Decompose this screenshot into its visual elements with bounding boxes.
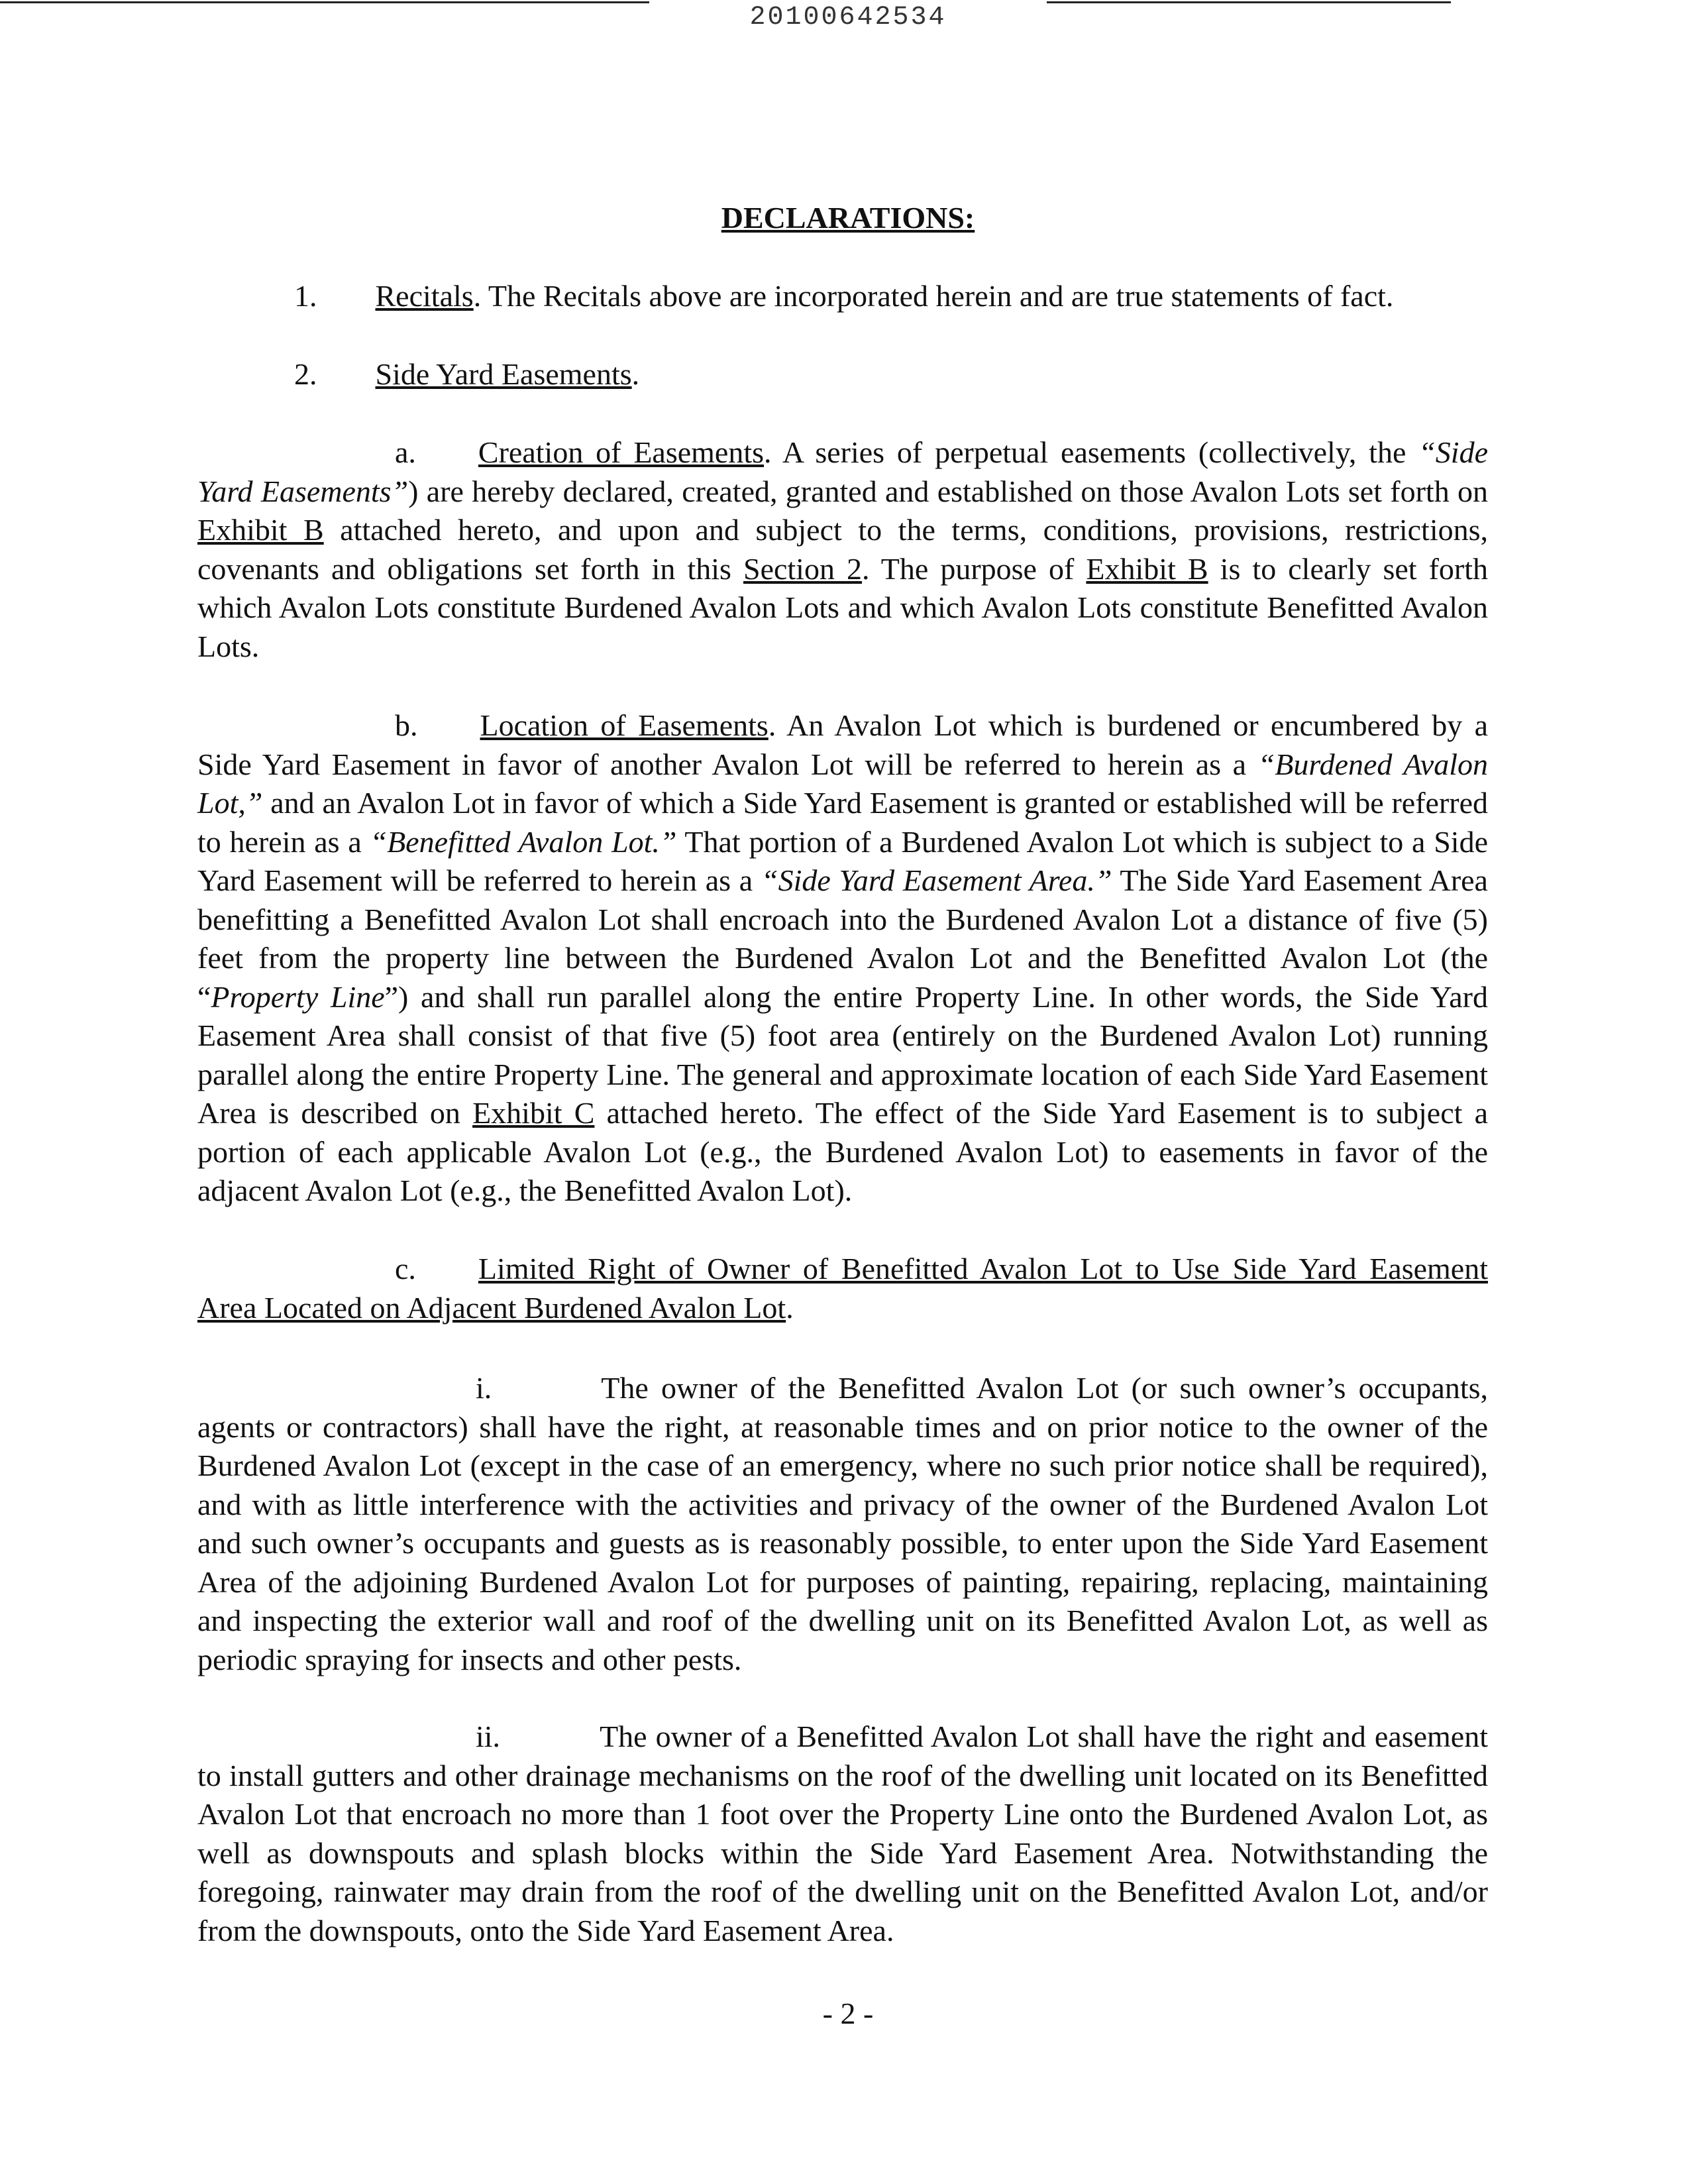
- subparagraph-i-label: i.: [476, 1371, 492, 1405]
- paragraph-b-text: attached hereto. The effect of the Side Yard Easement is to subject a portion of each applicable Avalon Lot (e.g., the Burdened Avalon Lot) to easements in favor of the adjacent Avalon Lot (e.g., the Benefitted Avalon Lot).: [197, 1096, 1489, 1207]
- defined-term-property-line: Property Line: [211, 979, 385, 1014]
- section-2-heading: Side Yard Easements: [375, 357, 632, 391]
- exhibit-c-reference: Exhibit C: [472, 1096, 595, 1130]
- defined-term-benefitted-avalon-lot: “Benefitted Avalon Lot.”: [370, 824, 677, 859]
- paragraph-a-text: . A series of perpetual easements (collectively, the: [764, 435, 1419, 469]
- exhibit-b-reference: Exhibit B: [197, 513, 324, 547]
- subparagraph-ii-label: ii.: [476, 1720, 501, 1753]
- document-number: 20100642534: [749, 3, 947, 32]
- paragraph-b-text: . An Avalon Lot which is burdened or encumbered by a Side Yard Easement in favor of another Avalon Lot will be referred to herein as a: [197, 708, 1488, 781]
- page-title: DECLARATIONS:: [721, 201, 975, 235]
- section-2-heading-end: .: [631, 357, 640, 391]
- page-number: - 2 -: [822, 1996, 874, 2030]
- section-2-reference: Section 2: [743, 551, 863, 586]
- defined-term-burdened-avalon-lot: “Burdened Avalon Lot,”: [197, 747, 1488, 820]
- defined-term-side-yard-easement-area: “Side Yard Easement Area.”: [761, 863, 1112, 897]
- paragraph-c-heading: Limited Right of Owner of Benefitted Avalon Lot to Use Side Yard Easement Area Located on Adjacent Burdened Avalon Lot: [197, 1252, 1488, 1325]
- section-2-number: 2.: [294, 357, 317, 391]
- section-1-text: . The Recitals above are incorporated herein and are true statements of fact.: [473, 279, 1394, 313]
- paragraph-b-text: The Side Yard Easement Area benefitting a Benefitted Avalon Lot shall encroach into the Burdened Avalon Lot a distance of five (5) feet from the property line between the Burdened Avalon Lot and the Benefitted Avalon Lot (the “: [197, 863, 1488, 1014]
- paragraph-a-text: ) are hereby declared, created, granted and established on those Avalon Lots set forth on: [408, 474, 1489, 508]
- exhibit-b-reference: Exhibit B: [1086, 551, 1208, 586]
- subparagraph-c-i: [197, 1369, 1488, 1679]
- paragraph-b-label: b.: [395, 708, 418, 742]
- paragraph-b-text: That portion of a Burdened Avalon Lot which is subject to a Side Yard Easement will be referred to herein as a: [197, 824, 1488, 897]
- paragraph-a-text: attached hereto, and upon and subject to the terms, conditions, provisions, restrictions, covenants and obligations set forth in this: [197, 513, 1489, 586]
- section-1: [294, 277, 1393, 315]
- paragraph-c-heading-end: .: [786, 1290, 794, 1325]
- paragraph-b-heading: Location of Easements: [480, 708, 768, 742]
- section-1-number: 1.: [294, 279, 317, 313]
- paragraph-a-text: . The purpose of: [862, 551, 1086, 586]
- subparagraph-c-ii: [197, 1718, 1488, 1950]
- paragraph-c-label: c.: [395, 1252, 416, 1285]
- paragraph-b-text: and an Avalon Lot in favor of which a Side Yard Easement is granted or established will be referred to herein as a: [197, 786, 1488, 859]
- paragraph-a-label: a.: [395, 435, 416, 469]
- paragraph-c: [197, 1250, 1488, 1327]
- paragraph-b: [197, 706, 1488, 1211]
- defined-term-side-yard-easements: “Side Yard Easements”: [197, 435, 1488, 508]
- section-1-heading: Recitals: [375, 279, 474, 313]
- section-2: [294, 355, 639, 394]
- paragraph-b-text: ”) and shall run parallel along the entire Property Line. In other words, the Side Yard Easement Area shall consist of that five (5) foot area (entirely on the Burdened Avalon Lot) running parallel along the entire Property Line. The general and approximate location of each Side Yard Easement Area is described on: [197, 979, 1488, 1130]
- paragraph-a: [197, 433, 1488, 666]
- subparagraph-ii-text: The owner of a Benefitted Avalon Lot shall have the right and easement to install gutters and other drainage mechanisms on the roof of the dwelling unit located on its Benefitted Avalon Lot that encroach no more than 1 foot over the Property Line onto the Burdened Avalon Lot, as well as downspouts and splash blocks within the Side Yard Easement Area. Notwithstanding the foregoing, rainwater may drain from the roof of the dwelling unit on the Benefitted Avalon Lot, and/or from the downspouts, onto the Side Yard Easement Area.: [197, 1720, 1488, 1947]
- subparagraph-i-text: The owner of the Benefitted Avalon Lot (or such owner’s occupants, agents or contractors) shall have the right, at reasonable times and on prior notice to the owner of the Burdened Avalon Lot (except in the case of an emergency, where no such prior notice shall be required), and with as little interference with the activities and privacy of the owner of the Burdened Avalon Lot and such owner’s occupants and guests as is reasonably possible, to enter upon the Side Yard Easement Area of the adjoining Burdened Avalon Lot for purposes of painting, repairing, replacing, maintaining and inspecting the exterior wall and roof of the dwelling unit on its Benefitted Avalon Lot, as well as periodic spraying for insects and other pests.: [197, 1371, 1488, 1676]
- paragraph-a-heading: Creation of Easements: [478, 435, 765, 469]
- paragraph-a-text: is to clearly set forth which Avalon Lots constitute Burdened Avalon Lots and which Avalon Lots constitute Benefitted Avalon Lots.: [197, 551, 1489, 663]
